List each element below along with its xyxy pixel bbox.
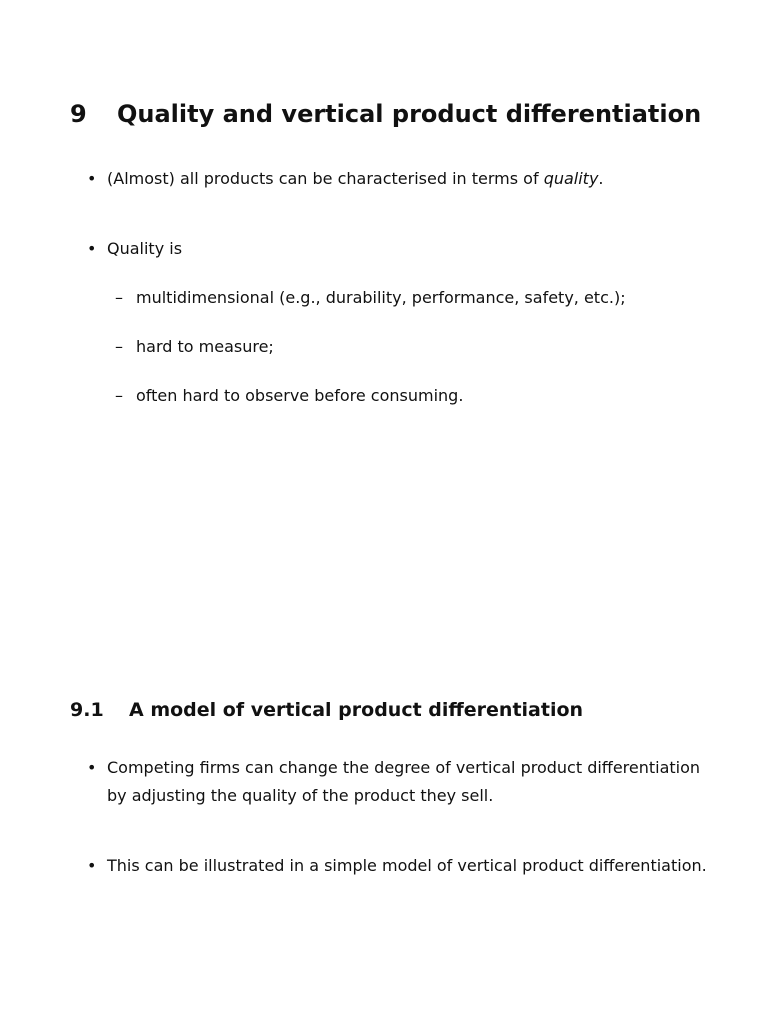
bullet-item-quality-is: Quality is	[107, 239, 183, 258]
bullet-text: (Almost) all products can be characterised in terms of	[107, 169, 544, 188]
subsection-heading	[70, 696, 583, 724]
subitem-multidimensional: multidimensional (e.g., durability, performance, safety, etc.);	[136, 288, 626, 307]
subsection-number: 9.1	[70, 699, 104, 721]
bullet-item-competing-firms-line2: by adjusting the quality of the product they sell.	[107, 786, 494, 805]
dash-marker: –	[115, 386, 123, 405]
subitem-hard-to-observe: often hard to observe before consuming.	[136, 386, 464, 405]
section-heading	[70, 98, 701, 130]
bullet-item-competing-firms-line1: Competing firms can change the degree of vertical product differentiation	[107, 758, 701, 777]
bullet-marker: •	[87, 169, 97, 188]
dash-marker: –	[115, 337, 123, 356]
subsection-title: A model of vertical product differentiation	[129, 699, 584, 721]
dash-marker: –	[115, 288, 123, 307]
bullet-marker: •	[87, 239, 97, 258]
bullet-marker: •	[87, 758, 97, 777]
subitem-hard-to-measure: hard to measure;	[136, 337, 274, 356]
emphasis-quality: quality	[543, 169, 599, 188]
bullet-item-simple-model: This can be illustrated in a simple model of vertical product differentiation.	[107, 856, 707, 875]
bullet-marker: •	[87, 856, 97, 875]
bullet-text-end: .	[598, 169, 604, 188]
section-number: 9	[70, 100, 87, 128]
section-title: Quality and vertical product differentiation	[117, 100, 702, 128]
bullet-item-quality-characterised	[107, 165, 604, 193]
